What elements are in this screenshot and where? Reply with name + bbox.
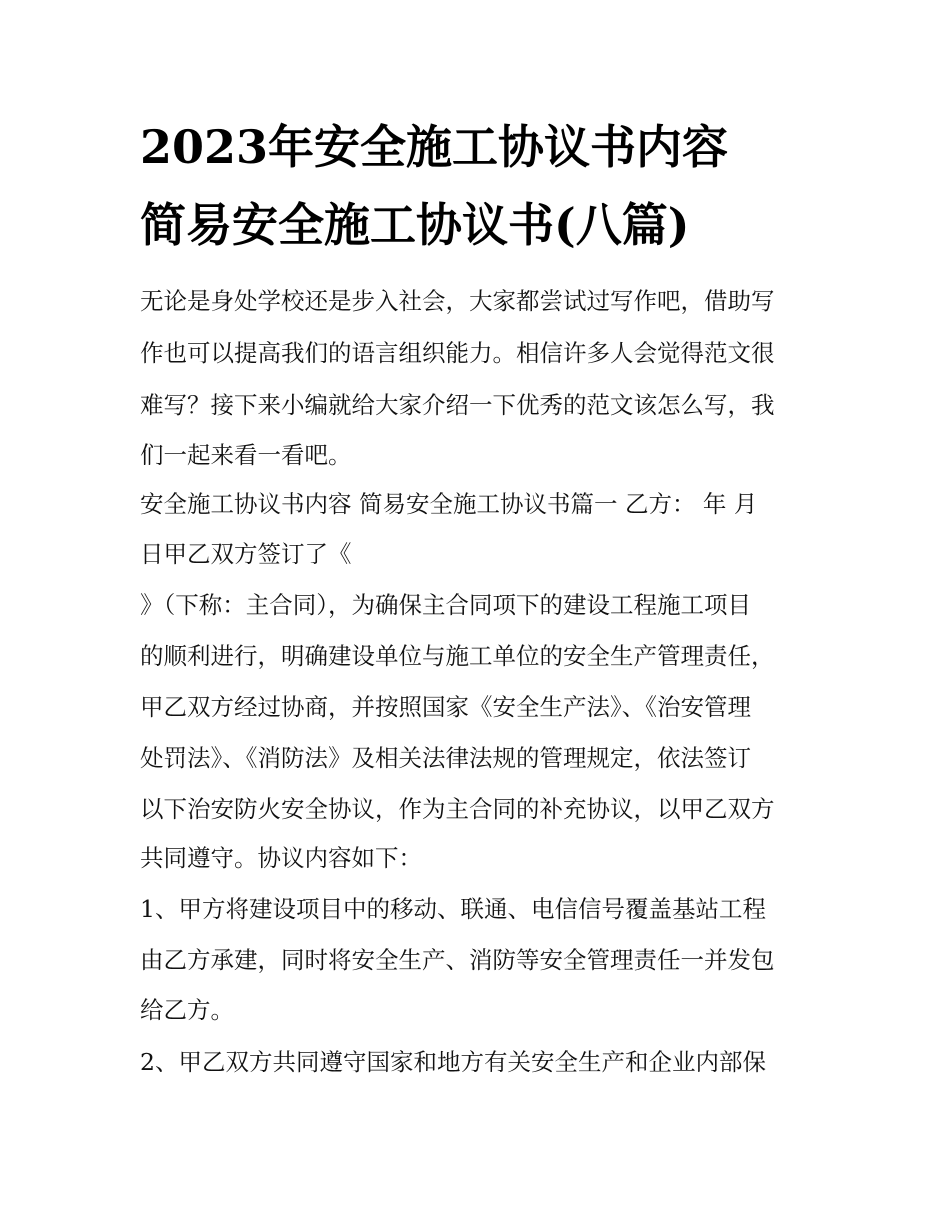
document-title-line-1 [140, 118, 840, 176]
body-line: 1、甲方将建设项目中的移动、联通、电信信号覆盖基站工程 [140, 895, 766, 923]
body-line: 无论是身处学校还是步入社会，大家都尝试过写作吧，借助写 [140, 287, 775, 315]
body-line: 作也可以提高我们的语言组织能力。相信许多人会觉得范文很 [140, 339, 775, 367]
body-line: 处罚法》、《消防法》及相关法律法规的管理规定，依法签订 [140, 744, 751, 772]
title-line-2-text: 简易安全施工协议书 [140, 198, 554, 252]
body-line: 安全施工协议书内容 简易安全施工协议书篇一 乙方： 年 月 [140, 490, 758, 518]
body-line: 2、甲乙双方共同遵守国家和地方有关安全生产和企业内部保 [140, 1048, 766, 1076]
body-line: 甲乙双方经过协商，并按照国家《安全生产法》、《治安管理 [140, 693, 751, 721]
body-line: 难写？接下来小编就给大家介绍一下优秀的范文该怎么写，我 [140, 391, 775, 419]
body-line: 们一起来看一看吧。 [140, 441, 352, 469]
body-line: 由乙方承建，同时将安全生产、消防等安全管理责任一并发包 [140, 946, 775, 974]
body-line: 以下治安防火安全协议，作为主合同的补充协议，以甲乙双方 [140, 795, 775, 823]
body-line: 共同遵守。协议内容如下： [140, 844, 422, 872]
title-line-2-paren: (八篇) [554, 198, 690, 252]
title-line-1-text: 年安全施工协议书内容 [268, 120, 729, 174]
document-title-line-2 [140, 196, 840, 254]
body-line: 给乙方。 [140, 996, 234, 1024]
body-line: 》（下称：主合同），为确保主合同项下的建设工程施工项目 [140, 591, 751, 619]
body-line: 的顺利进行，明确建设单位与施工单位的安全生产管理责任， [140, 642, 775, 670]
body-line: 日甲乙双方签订了《 [140, 540, 352, 568]
title-year: 2023 [140, 120, 269, 174]
